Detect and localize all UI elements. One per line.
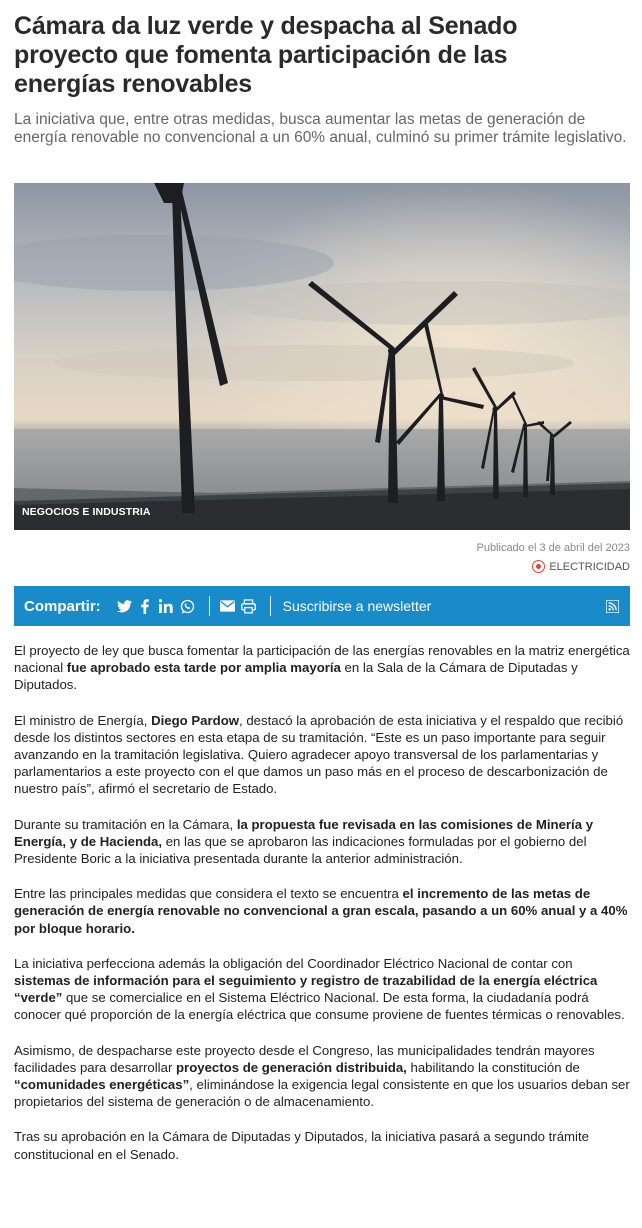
paragraph: Asimismo, de despacharse este proyecto desde el Congreso, las municipalidades tendrán mayores facilidades para desarrollar proyectos de generación distribuida, habilitando la constitución de “comunidades energéticas”, eliminándose la exigencia legal consistente en que los usuarios deban ser propietarios del sistema de generación o de almacenamiento. bbox=[14, 1042, 630, 1110]
share-divider bbox=[270, 596, 271, 616]
wind-turbines-photo bbox=[14, 183, 630, 530]
paragraph: El proyecto de ley que busca fomentar la participación de las energías renovables en la matriz energética nacional fue aprobado esta tarde por amplia mayoría en la Sala de la Cámara de Diputadas y Diputados. bbox=[14, 643, 630, 693]
article-summary: La iniciativa que, entre otras medidas, busca aumentar las metas de generación de energía renovable no convencional a un 60% anual, culminó su primer trámite legislativo. bbox=[14, 111, 627, 146]
share-bar bbox=[14, 586, 630, 626]
linkedin-icon[interactable] bbox=[159, 599, 174, 614]
share-divider bbox=[209, 596, 210, 616]
article-headline: Cámara da luz verde y despacha al Senado proyecto que fomenta participación de las energías renovables bbox=[14, 12, 518, 98]
whatsapp-icon[interactable] bbox=[180, 599, 195, 614]
article-body bbox=[14, 642, 630, 1181]
share-label: Compartir: bbox=[24, 597, 101, 615]
paragraph: La iniciativa perfecciona además la obligación del Coordinador Eléctrico Nacional de contar con sistemas de información para el seguimiento y registro de trazabilidad de la energía eléctrica “verde” que se comercialice en el Sistema Eléctrico Nacional. De esta forma, la ciudadanía podrá conocer qué proporción de la energía eléctrica que consume proviene de fuentes térmicas o renovables. bbox=[14, 955, 625, 1023]
paragraph: Durante su tramitación en la Cámara, la propuesta fue revisada en las comisiones de Minería y Energía, y de Hacienda, en las que se aprobaron las indicaciones formuladas por el gobierno del Presidente Boric a la iniciativa presentada durante la anterior administración. bbox=[14, 816, 594, 867]
email-icon[interactable] bbox=[220, 599, 235, 614]
newsletter-link[interactable]: Suscribirse a newsletter bbox=[282, 598, 432, 614]
facebook-icon[interactable] bbox=[138, 599, 153, 614]
twitter-icon[interactable] bbox=[117, 599, 132, 614]
paragraph: Tras su aprobación en la Cámara de Diputadas y Diputados, la iniciativa pasará a segundo trámite constitucional en el Senado. bbox=[14, 1129, 589, 1162]
rss-icon[interactable] bbox=[605, 599, 620, 614]
hero-image bbox=[14, 183, 630, 530]
category-dot-icon bbox=[532, 560, 545, 573]
paragraph: Entre las principales medidas que considera el texto se encuentra el incremento de las metas de generación de energía renovable no convencional a gran escala, pasando a un 60% anual y a 40% por bloque horario. bbox=[14, 886, 628, 936]
paragraph: El ministro de Energía, Diego Pardow, destacó la aprobación de esta iniciativa y el respaldo que recibió desde los distintos sectores en esta etapa de su tramitación. “Este es un paso importante para seguir avanzando en la tramitación legislativa. Quiero agradecer apoyo transversal de los parlamentarias y parlamentarios a este proyecto con el que damos un paso más en el proceso de descarbonización de nuestro país”, afirmó el secretario de Estado. bbox=[14, 712, 624, 797]
category-link[interactable] bbox=[532, 560, 630, 573]
category-label: ELECTRICIDAD bbox=[549, 560, 630, 573]
print-icon[interactable] bbox=[241, 599, 256, 614]
image-section-tag[interactable]: NEGOCIOS E INDUSTRIA bbox=[22, 506, 151, 518]
published-date: Publicado el 3 de abril del 2023 bbox=[476, 542, 630, 554]
